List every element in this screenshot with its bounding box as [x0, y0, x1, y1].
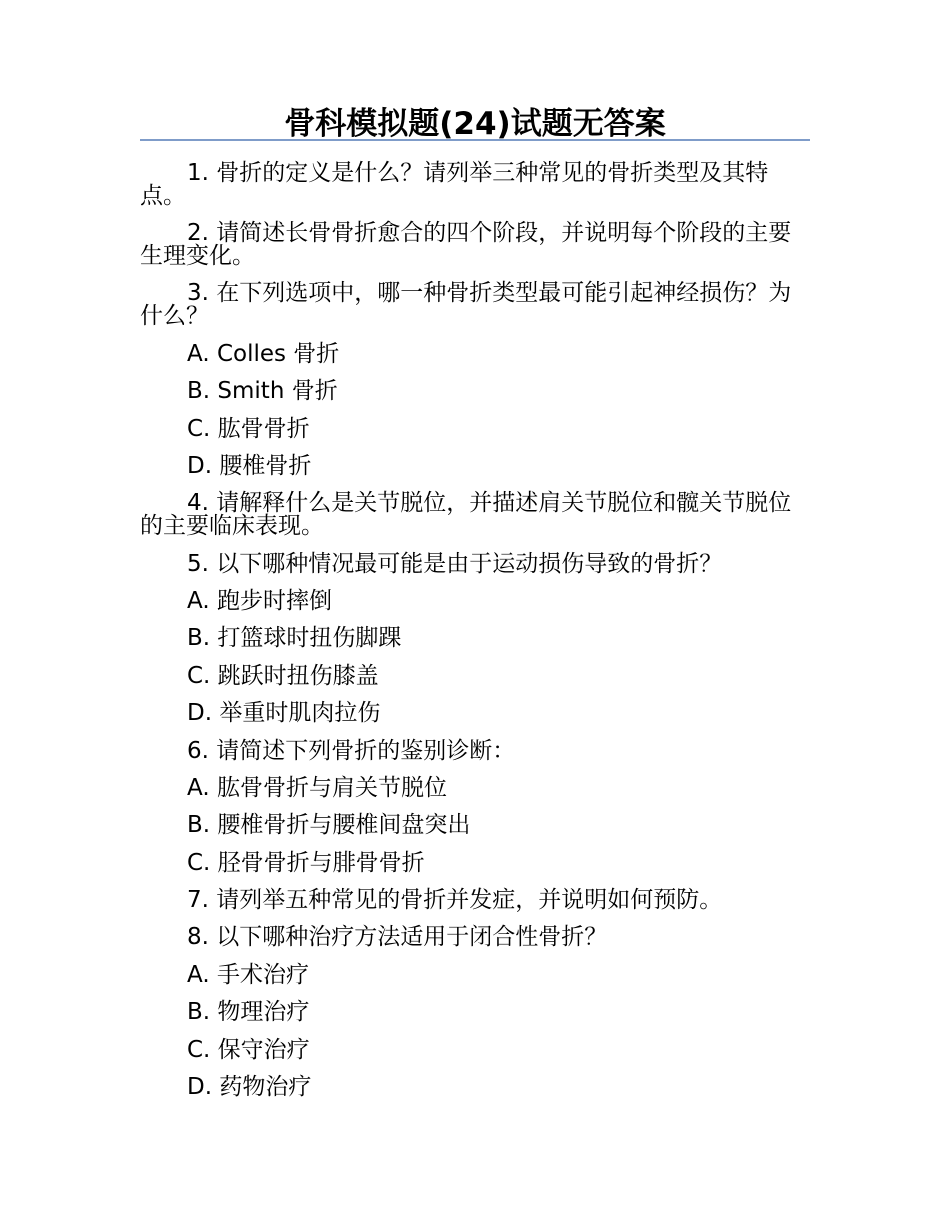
- q3-option-c: C. 肱骨骨折: [187, 415, 310, 442]
- q5-option-c: C. 跳跃时扭伤膝盖: [187, 662, 379, 689]
- q8-option-a: A. 手术治疗: [187, 961, 309, 988]
- question-2: 2. 请简述长骨骨折愈合的四个阶段，并说明每个阶段的主要生理变化。: [140, 220, 792, 269]
- question-6: 6. 请简述下列骨折的鉴别诊断：: [187, 737, 516, 764]
- question-8: 8. 以下哪种治疗方法适用于闭合性骨折？: [187, 924, 608, 951]
- question-list: [140, 156, 810, 1106]
- q6-item-c: C. 胫骨骨折与腓骨骨折: [187, 849, 425, 876]
- question-5: 5. 以下哪种情况最可能是由于运动损伤导致的骨折？: [187, 550, 723, 577]
- q8-option-d: D. 药物治疗: [187, 1074, 312, 1101]
- title-underline: [140, 139, 810, 141]
- q5-option-b: B. 打篮球时扭伤脚踝: [187, 625, 402, 652]
- question-7: 7. 请列举五种常见的骨折并发症，并说明如何预防。: [187, 887, 723, 914]
- q3-option-a: A. Colles 骨折: [187, 341, 340, 367]
- q3-option-b: B. Smith 骨折: [187, 378, 338, 405]
- q8-option-c: C. 保守治疗: [187, 1036, 310, 1063]
- q5-option-a: A. 跑步时摔倒: [187, 587, 332, 614]
- question-4: 4. 请解释什么是关节脱位，并描述肩关节脱位和髋关节脱位的主要临床表现。: [140, 489, 792, 539]
- q6-item-a: A. 肱骨骨折与肩关节脱位: [187, 774, 447, 801]
- q8-option-b: B. 物理治疗: [187, 999, 310, 1026]
- q5-option-d: D. 举重时肌肉拉伤: [187, 700, 381, 727]
- q3-option-d: D. 腰椎骨折: [187, 453, 312, 480]
- question-3: 3. 在下列选项中，哪一种骨折类型最可能引起神经损伤？为什么？: [140, 280, 792, 329]
- q6-item-b: B. 腰椎骨折与腰椎间盘突出: [187, 812, 471, 839]
- page-title: 骨科模拟题(24)试题无答案: [284, 106, 666, 142]
- question-1: 1. 骨折的定义是什么？请列举三种常见的骨折类型及其特点。: [140, 160, 769, 209]
